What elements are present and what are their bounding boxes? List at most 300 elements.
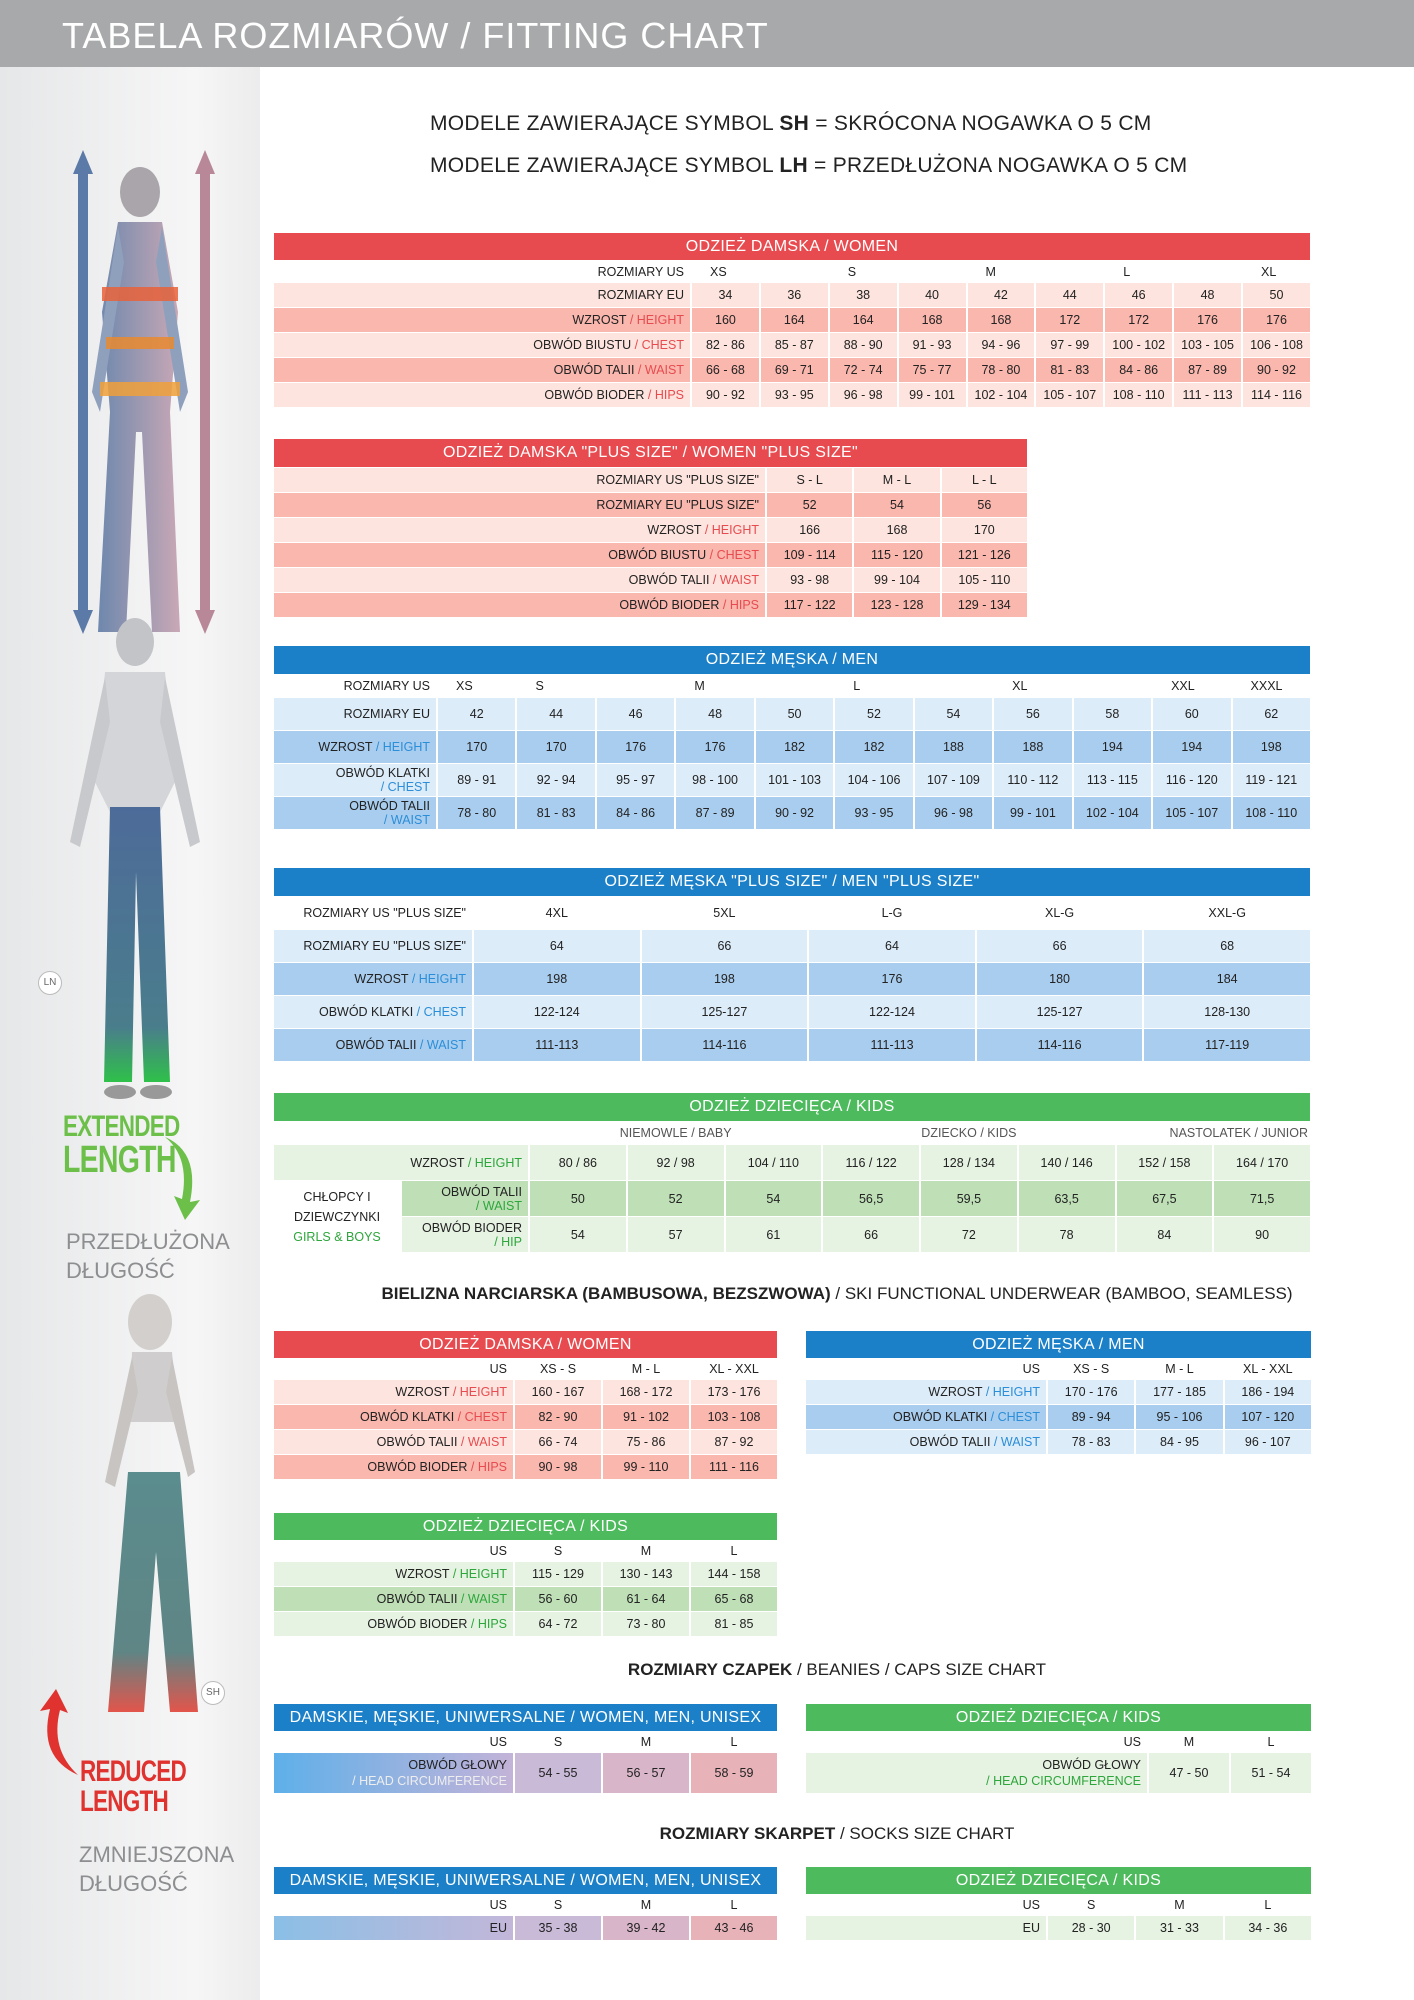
men-us-6 <box>915 675 992 697</box>
socks-kids-table <box>804 1866 1313 1941</box>
men-row-2-cell-4: 101 - 103 <box>768 773 821 787</box>
kids-height-pl: WZROST <box>410 1155 465 1170</box>
wplus-row-5-cell-1: 123 - 128 <box>870 598 924 612</box>
men-plus-size-table <box>272 867 1312 1062</box>
kids-hip-cell-7: 90 <box>1255 1227 1270 1242</box>
women-row-3-cell-3: 75 - 77 <box>912 363 952 377</box>
wplus-row-0-cell-0: S - L <box>796 473 823 487</box>
caps-title-pl: ROZMIARY CZAPEK <box>627 1660 793 1679</box>
women-row-1-cell-4: 168 <box>990 313 1012 327</box>
men-row-1-cell-9: 194 <box>1181 740 1203 754</box>
women-row-1-cell-0: 160 <box>715 313 736 327</box>
mplus-row-3-cell-4: 128-130 <box>1204 1005 1251 1019</box>
uw-women-row-3-label <box>274 1455 513 1479</box>
kids-height-cell-4: 128 / 134 <box>942 1155 995 1170</box>
kids-hip-cell-0: 54 <box>570 1227 585 1242</box>
socks-adult-us-s: S <box>553 1898 563 1912</box>
wplus-row-3-pl: OBWÓD BIUSTU <box>608 548 707 562</box>
uw-women-us-0: US <box>489 1362 507 1376</box>
kids-side-label <box>274 1181 400 1252</box>
women-row-0-cell-2: 38 <box>856 288 871 302</box>
wplus-row-5-en: / HIPS <box>719 598 759 612</box>
women-row-3-cell-2: 72 - 74 <box>843 363 883 377</box>
wplus-row-1-cell-0: 52 <box>802 498 817 512</box>
mplus-row-1-cell-3: 66 <box>1052 939 1067 953</box>
kids-hip-pl: OBWÓD BIODER <box>421 1220 522 1235</box>
kids-hip-label <box>402 1217 528 1252</box>
wplus-row-5-pl: OBWÓD BIODER <box>619 598 720 612</box>
mplus-row-1-cell-2: 64 <box>885 939 899 953</box>
socks-kids-val-s: 28 - 30 <box>1071 1921 1111 1935</box>
uw-women-row-2-en: / WAIST <box>457 1435 507 1449</box>
kids-group-baby: NIEMOWLE / BABY <box>619 1126 732 1140</box>
underwear-title-pl: BIELIZNA NARCIARSKA (BAMBUSOWA, BEZSZWOWA) <box>381 1284 831 1303</box>
uw-women-row-2-pl: OBWÓD TALII <box>376 1435 458 1449</box>
socks-adult-val-s: 35 - 38 <box>515 1916 601 1940</box>
uw-women-us-3: XL - XXL <box>709 1362 759 1376</box>
women-row-4-cell-2: 96 - 98 <box>843 388 883 402</box>
uw-men-row-0-cell-0: 170 - 176 <box>1064 1385 1118 1399</box>
uw-kids-row-0-cell-1: 130 - 143 <box>619 1567 673 1581</box>
wplus-row-3-cell-1: 115 - 120 <box>871 548 923 562</box>
uw-kids-row-2-pl: OBWÓD BIODER <box>367 1617 468 1631</box>
women-row-1-cell-8: 176 <box>1266 313 1287 327</box>
uw-kids-row-2-en: / HIPS <box>467 1617 507 1631</box>
kids-size-table <box>272 1092 1312 1253</box>
women-row-2-cell-6: 100 - 102 <box>1112 338 1166 352</box>
men-row-0-cell-5: 52 <box>867 707 881 721</box>
caps-adult-us-s: S <box>553 1735 563 1749</box>
wplus-row-3-cell-2: 121 - 126 <box>957 548 1011 562</box>
caps-title <box>260 1660 1414 1680</box>
men-row-1-cell-10: 198 <box>1260 740 1282 754</box>
caps-adult-us-label: US <box>489 1735 507 1749</box>
men-row-3-cell-1: 81 - 83 <box>536 806 576 820</box>
men-row-1-cell-7: 188 <box>1022 740 1044 754</box>
men-row-1-cell-4: 182 <box>784 740 805 754</box>
kids-waist-cell-4: 59,5 <box>956 1191 982 1206</box>
kids-hip-cell-1: 57 <box>668 1227 683 1242</box>
men-us-8 <box>1074 675 1151 697</box>
uw-kids-us-2: M <box>640 1544 652 1558</box>
men-row-3-pl: OBWÓD TALII <box>349 799 430 813</box>
women-row-2-pl: OBWÓD BIUSTU <box>533 338 632 352</box>
women-row-4-cell-8: 114 - 116 <box>1251 388 1302 402</box>
men-row-3-cell-5: 93 - 95 <box>854 806 894 820</box>
men-row-2-cell-5: 104 - 106 <box>847 773 901 787</box>
men-row-1-cell-2: 176 <box>625 740 647 754</box>
women-row-4-en: / HIPS <box>644 388 684 402</box>
men-row-1-cell-6: 188 <box>943 740 964 754</box>
mplus-row-1-cell-1: 66 <box>717 939 732 953</box>
sh-note-prefix: MODELE ZAWIERAJĄCE SYMBOL <box>430 112 780 135</box>
kids-hip-cell-4: 72 <box>961 1227 976 1242</box>
mplus-row-2-label <box>274 963 472 995</box>
kids-height-cell-1: 92 / 98 <box>656 1155 695 1170</box>
uw-kids-us-1: S <box>553 1544 563 1558</box>
women-row-3-cell-7: 87 - 89 <box>1188 363 1228 377</box>
mplus-row-0-cell-0: 4XL <box>545 906 568 920</box>
mplus-row-1-cell-4: 68 <box>1220 939 1235 953</box>
wplus-row-1-cell-2: 56 <box>977 498 992 512</box>
kids-group-junior: NASTOLATEK / JUNIOR <box>1169 1126 1308 1140</box>
mplus-row-2-cell-2: 176 <box>881 972 903 986</box>
men-row-1-label <box>274 731 436 763</box>
wplus-row-0-pl: ROZMIARY US "PLUS SIZE" <box>596 473 759 487</box>
women-row-3-cell-6: 84 - 86 <box>1119 363 1159 377</box>
women-row-2-cell-5: 97 - 99 <box>1050 338 1090 352</box>
women-row-4-cell-0: 90 - 92 <box>705 388 745 402</box>
mplus-row-0-pl: ROZMIARY US "PLUS SIZE" <box>303 906 466 920</box>
men-row-2-cell-6: 107 - 109 <box>927 773 980 787</box>
uw-women-us-1: XS - S <box>539 1362 577 1376</box>
uw-kids-row-0-pl: WZROST <box>395 1567 450 1581</box>
mplus-row-1-pl: ROZMIARY EU "PLUS SIZE" <box>303 939 466 953</box>
kids-side-2: DZIEWCZYNKI <box>293 1209 381 1224</box>
caps-kids-us-l: L <box>1267 1735 1275 1749</box>
caps-adult-val-s: 54 - 55 <box>515 1753 601 1793</box>
uw-men-us-1: XS - S <box>1073 1362 1110 1376</box>
kids-height-cell-0: 80 / 86 <box>558 1155 597 1170</box>
men-us-4 <box>756 675 833 697</box>
uw-women-header: ODZIEŻ DAMSKA / WOMEN <box>274 1331 777 1358</box>
uw-kids-row-2-cell-1: 73 - 80 <box>626 1617 666 1631</box>
mplus-row-1-label <box>274 930 472 962</box>
mplus-row-0-cell-2: L-G <box>881 906 903 920</box>
green-arrow-icon <box>160 1132 205 1222</box>
women-row-4-cell-7: 111 - 113 <box>1182 388 1233 402</box>
uw-women-row-0-en: / HEIGHT <box>449 1385 507 1399</box>
caps-adult-val-m: 56 - 57 <box>603 1753 689 1793</box>
uw-women-row-0-cell-0: 160 - 167 <box>531 1385 585 1399</box>
uw-men-row-1-label <box>806 1405 1046 1429</box>
mplus-row-3-cell-2: 122-124 <box>869 1005 915 1019</box>
mplus-row-2-cell-1: 198 <box>713 972 735 986</box>
women-row-2-cell-4: 94 - 96 <box>981 338 1021 352</box>
sh-note <box>430 112 1152 136</box>
socks-kids-us-m: M <box>1174 1898 1185 1912</box>
wplus-row-0-cell-1: M - L <box>882 473 912 487</box>
mplus-row-2-cell-0: 198 <box>546 972 568 986</box>
men-row-0-cell-2: 46 <box>628 707 643 721</box>
uw-men-row-0-label <box>806 1380 1046 1404</box>
mplus-row-0-cell-4: XXL-G <box>1208 906 1246 920</box>
uw-women-row-3-en: / HIPS <box>467 1460 507 1474</box>
men-us-9: XXL <box>1171 679 1195 693</box>
men-row-2-label <box>274 764 436 796</box>
men-plus-header: ODZIEŻ MĘSKA "PLUS SIZE" / MEN "PLUS SIZE" <box>274 868 1310 896</box>
uw-kids-row-1-en: / WAIST <box>457 1592 507 1606</box>
socks-kids-us-label: US <box>1022 1898 1040 1912</box>
uw-women-row-1-label <box>274 1405 513 1429</box>
uw-men-row-2-label <box>806 1430 1046 1454</box>
mplus-row-4-label <box>274 1029 472 1061</box>
men-us-5: L <box>853 679 861 693</box>
men-row-0-cell-8: 58 <box>1105 707 1120 721</box>
men-row-0-cell-7: 56 <box>1025 707 1040 721</box>
mplus-row-3-en: / CHEST <box>413 1005 466 1019</box>
wplus-row-1-label <box>274 493 765 517</box>
uw-women-row-1-cell-0: 82 - 90 <box>538 1410 578 1424</box>
mplus-row-3-cell-0: 122-124 <box>533 1005 580 1019</box>
caps-adult-en: / HEAD CIRCUMFERENCE <box>352 1774 507 1788</box>
uw-kids-us-3: L <box>730 1544 738 1558</box>
women-row-3-cell-5: 81 - 83 <box>1050 363 1090 377</box>
mplus-row-3-cell-1: 125-127 <box>701 1005 748 1019</box>
women-row-0-cell-8: 50 <box>1269 288 1284 302</box>
wplus-row-4-cell-1: 99 - 104 <box>874 573 920 587</box>
reduced-length-label <box>80 1757 221 1817</box>
men-row-2-cell-2: 95 - 97 <box>616 773 656 787</box>
men-row-2-cell-8: 113 - 115 <box>1086 773 1138 787</box>
women-row-0-cell-1: 36 <box>787 288 802 302</box>
wplus-row-0-cell-2: L - L <box>972 473 997 487</box>
men-row-2-cell-0: 89 - 91 <box>457 773 497 787</box>
women-us-1 <box>761 261 828 282</box>
wplus-row-1-cell-1: 54 <box>890 498 904 512</box>
women-row-3-en: / WAIST <box>634 363 684 377</box>
lh-note-suffix: = PRZEDŁUŻONA NOGAWKA O 5 CM <box>807 154 1188 177</box>
men-row-3-cell-6: 96 - 98 <box>933 806 973 820</box>
women-row-3-cell-1: 69 - 71 <box>774 363 814 377</box>
uw-women-row-0-cell-2: 173 - 176 <box>707 1385 761 1399</box>
men-us-7: XL <box>1012 679 1028 693</box>
men-row-1-cell-3: 176 <box>704 740 726 754</box>
men-us-1: S <box>535 679 544 693</box>
extended-pl-line2: DŁUGOŚĆ <box>66 1258 175 1283</box>
caps-kids-pl: OBWÓD GŁOWY <box>1042 1758 1141 1772</box>
mplus-row-3-cell-3: 125-127 <box>1036 1005 1083 1019</box>
men-us-2 <box>597 675 674 697</box>
men-row-2-cell-3: 98 - 100 <box>692 773 739 787</box>
wplus-row-2-label <box>274 518 765 542</box>
kids-waist-cell-2: 54 <box>766 1191 781 1206</box>
men-size-table <box>272 645 1312 830</box>
wplus-row-2-pl: WZROST <box>647 523 702 537</box>
men-row-1-cell-5: 182 <box>863 740 885 754</box>
uw-women-row-3-cell-0: 90 - 98 <box>538 1460 578 1474</box>
men-row-3-cell-3: 87 - 89 <box>695 806 735 820</box>
women-row-3-cell-8: 90 - 92 <box>1257 363 1296 377</box>
kids-hip-cell-6: 84 <box>1157 1227 1172 1242</box>
women-row-4-cell-6: 108 - 110 <box>1112 388 1165 402</box>
wplus-row-3-label <box>274 543 765 567</box>
socks-title <box>260 1824 1414 1844</box>
mplus-row-2-pl: WZROST <box>354 972 409 986</box>
mplus-row-3-label <box>274 996 472 1028</box>
men-row-0-cell-10: 62 <box>1264 707 1279 721</box>
wplus-row-4-cell-0: 93 - 98 <box>790 573 830 587</box>
mplus-row-2-en: / HEIGHT <box>408 972 466 986</box>
uw-women-row-2-label <box>274 1430 513 1454</box>
uw-kids-row-2-cell-2: 81 - 85 <box>714 1617 754 1631</box>
caps-kids-table <box>804 1703 1313 1794</box>
women-row-2-cell-0: 82 - 86 <box>705 338 745 352</box>
socks-adult-val-l: 43 - 46 <box>691 1916 777 1940</box>
kids-header: ODZIEŻ DZIECIĘCA / KIDS <box>274 1093 1310 1121</box>
women-row-4-cell-4: 102 - 104 <box>974 388 1028 402</box>
caps-kids-en: / HEAD CIRCUMFERENCE <box>986 1774 1141 1788</box>
caps-kids-us-m: M <box>1183 1735 1195 1749</box>
mplus-row-4-cell-2: 111-113 <box>870 1038 914 1052</box>
women-row-2-en: / CHEST <box>631 338 684 352</box>
kids-hip-cell-3: 66 <box>864 1227 879 1242</box>
socks-adult-eu-label: EU <box>274 1916 513 1940</box>
wplus-row-4-en: / WAIST <box>709 573 759 587</box>
women-row-4-cell-3: 99 - 101 <box>909 388 955 402</box>
women-row-0-cell-3: 40 <box>925 288 940 302</box>
uw-kids-row-0-en: / HEIGHT <box>449 1567 507 1581</box>
socks-kids-eu-label: EU <box>1022 1921 1040 1935</box>
men-row-3-cell-7: 99 - 101 <box>1009 806 1056 820</box>
reduced-pl-label <box>79 1840 234 1898</box>
men-row-2-cell-7: 110 - 112 <box>1007 773 1059 787</box>
kids-height-cell-5: 140 / 146 <box>1040 1155 1093 1170</box>
uw-kids-us-0: US <box>489 1544 507 1558</box>
socks-adult-header: DAMSKIE, MĘSKIE, UNIWERSALNE / WOMEN, MEN, UNISEX <box>274 1867 777 1894</box>
wplus-row-5-cell-2: 129 - 134 <box>957 598 1011 612</box>
women-row-0-cell-6: 46 <box>1131 288 1146 302</box>
women-us-0: XS <box>710 264 727 279</box>
women-row-0-cell-5: 44 <box>1062 288 1077 302</box>
wplus-row-5-label <box>274 593 765 617</box>
mplus-row-0-cell-3: XL-G <box>1044 906 1075 920</box>
ln-marker: LN <box>38 971 62 995</box>
uw-women-row-3-cell-1: 99 - 110 <box>623 1460 669 1474</box>
sh-marker: SH <box>201 1681 225 1705</box>
men-row-0-cell-3: 48 <box>708 707 723 721</box>
uw-men-row-1-pl: OBWÓD KLATKI <box>892 1410 988 1424</box>
men-row-1-pl: WZROST <box>318 740 373 754</box>
women-row-2-cell-8: 106 - 108 <box>1250 338 1303 352</box>
women-row-0-cell-0: 34 <box>718 288 733 302</box>
uw-men-us-3: XL - XXL <box>1243 1362 1293 1376</box>
wplus-row-2-cell-1: 168 <box>886 523 908 537</box>
caps-adult-us-m: M <box>640 1735 652 1749</box>
kids-waist-cell-7: 71,5 <box>1249 1191 1275 1206</box>
caps-adult-label <box>274 1753 513 1793</box>
uw-kids-row-0-cell-2: 144 - 158 <box>707 1567 761 1581</box>
uw-men-row-1-cell-0: 89 - 94 <box>1071 1410 1111 1424</box>
kids-height-cell-7: 164 / 170 <box>1236 1155 1289 1170</box>
wplus-row-4-cell-2: 105 - 110 <box>958 573 1011 587</box>
uw-men-row-2-pl: OBWÓD TALII <box>909 1435 991 1449</box>
caps-kids-header: ODZIEŻ DZIECIĘCA / KIDS <box>806 1704 1311 1731</box>
kids-waist-cell-3: 56,5 <box>858 1191 884 1206</box>
women-row-3-pl: OBWÓD TALII <box>553 363 635 377</box>
women-us-3 <box>899 261 966 282</box>
kids-waist-cell-5: 63,5 <box>1054 1191 1079 1206</box>
men-row-3-cell-0: 78 - 80 <box>457 806 497 820</box>
uw-men-row-2-cell-0: 78 - 83 <box>1071 1435 1111 1449</box>
men-row-3-cell-2: 84 - 86 <box>616 806 656 820</box>
kids-hip-en: / HIP <box>494 1234 522 1249</box>
women-us-5 <box>1036 261 1103 282</box>
kids-waist-en: / WAIST <box>475 1198 522 1213</box>
uw-women-row-1-cell-1: 91 - 102 <box>623 1410 669 1424</box>
women-row-4-cell-5: 105 - 107 <box>1043 388 1097 402</box>
men-row-0-label <box>274 698 436 730</box>
kids-waist-label <box>402 1181 528 1216</box>
sh-symbol: SH <box>779 112 810 135</box>
uw-women-row-1-en: / CHEST <box>454 1410 507 1424</box>
socks-adult-us-l: L <box>730 1898 738 1912</box>
socks-adult-table <box>272 1866 779 1941</box>
women-row-1-cell-3: 168 <box>921 313 943 327</box>
socks-kids-val-m: 31 - 33 <box>1160 1921 1199 1935</box>
socks-adult-us-label: US <box>489 1898 507 1912</box>
reduced-pl-line1: ZMNIEJSZONA <box>79 1842 235 1867</box>
uw-women-us-2: M - L <box>631 1362 661 1376</box>
men-row-0-cell-9: 60 <box>1184 707 1199 721</box>
mplus-row-4-en: / WAIST <box>416 1038 466 1052</box>
length-word-2: LENGTH <box>80 1785 168 1818</box>
title-bar <box>0 0 1414 67</box>
lh-note-prefix: MODELE ZAWIERAJĄCE SYMBOL <box>430 154 780 177</box>
women-row-3-cell-4: 78 - 80 <box>981 363 1021 377</box>
mplus-row-4-cell-4: 117-119 <box>1205 1038 1250 1052</box>
men-row-2-cell-1: 92 - 94 <box>536 773 576 787</box>
men-row-2-cell-10: 119 - 121 <box>1245 773 1298 787</box>
uw-men-row-2-en: / WAIST <box>990 1435 1040 1449</box>
reduced-pl-line2: DŁUGOŚĆ <box>79 1871 188 1896</box>
kids-waist-cell-0: 50 <box>570 1191 585 1206</box>
kids-height-en: / HEIGHT <box>464 1155 522 1170</box>
mplus-row-2-cell-4: 184 <box>1216 972 1238 986</box>
men-row-2-pl: OBWÓD KLATKI <box>335 766 430 780</box>
men-us-10: XXXL <box>1250 679 1283 693</box>
women-row-1-pl: WZROST <box>572 313 627 327</box>
uw-women-row-0-label <box>274 1380 513 1404</box>
women-row-0-cell-4: 42 <box>993 288 1008 302</box>
caps-adult-header: DAMSKIE, MĘSKIE, UNIWERSALNE / WOMEN, MEN, UNISEX <box>274 1704 777 1731</box>
sh-note-suffix: = SKRÓCONA NOGAWKA O 5 CM <box>809 112 1152 135</box>
woman-pants-figure-illustration <box>60 1272 220 1742</box>
socks-adult-val-m: 39 - 42 <box>603 1916 689 1940</box>
women-us-2: S <box>847 264 857 279</box>
wplus-row-2-en: / HEIGHT <box>701 523 759 537</box>
extended-word: EXTENDED <box>63 1110 180 1143</box>
underwear-women-table <box>272 1330 779 1480</box>
women-plus-size-table <box>272 438 1029 618</box>
caps-kids-val-m: 47 - 50 <box>1169 1766 1209 1780</box>
men-us-0: XS <box>456 679 473 693</box>
uw-women-row-2-cell-1: 75 - 86 <box>626 1435 666 1449</box>
underwear-title <box>260 1284 1414 1304</box>
women-plus-header: ODZIEŻ DAMSKA "PLUS SIZE" / WOMEN "PLUS SIZE" <box>274 439 1027 467</box>
man-figure-illustration <box>40 602 220 1112</box>
underwear-kids-table <box>272 1512 779 1637</box>
women-row-1-en: / HEIGHT <box>626 313 684 327</box>
sidebar <box>0 67 260 2000</box>
women-row-1-cell-6: 172 <box>1128 313 1150 327</box>
wplus-row-1-pl: ROZMIARY EU "PLUS SIZE" <box>596 498 759 512</box>
men-row-3-cell-4: 90 - 92 <box>775 806 814 820</box>
women-row-2-cell-3: 91 - 93 <box>912 338 952 352</box>
uw-women-row-0-cell-1: 168 - 172 <box>619 1385 673 1399</box>
underwear-men-table <box>804 1330 1313 1455</box>
women-row-4-label <box>274 383 690 407</box>
uw-kids-header: ODZIEŻ DZIECIĘCA / KIDS <box>274 1513 777 1540</box>
socks-kids-header: ODZIEŻ DZIECIĘCA / KIDS <box>806 1867 1311 1894</box>
kids-height-cell-2: 104 / 110 <box>747 1155 799 1170</box>
uw-kids-row-1-cell-2: 65 - 68 <box>714 1592 754 1606</box>
men-row-0-cell-0: 42 <box>469 707 484 721</box>
men-row-3-cell-10: 108 - 110 <box>1245 806 1298 820</box>
uw-women-row-3-cell-2: 111 - 116 <box>708 1460 760 1474</box>
socks-kids-us-s: S <box>1086 1898 1096 1912</box>
men-row-0-cell-4: 50 <box>787 707 802 721</box>
